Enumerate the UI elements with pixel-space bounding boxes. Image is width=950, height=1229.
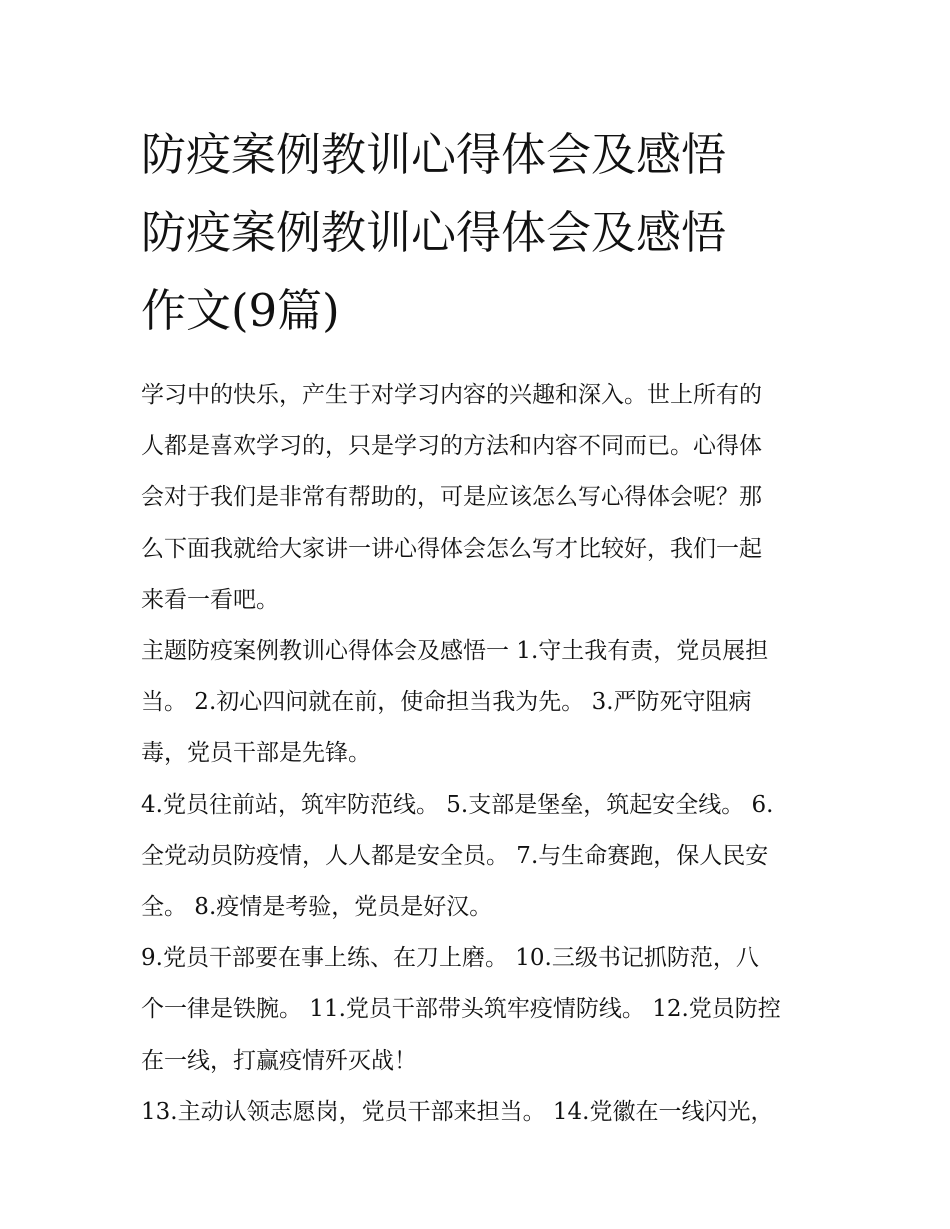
text-line: 学习中的快乐，产生于对学习内容的兴趣和深入。世上所有的	[141, 382, 762, 408]
document-page	[141, 116, 816, 1138]
text-line: 么下面我就给大家讲一讲心得体会怎么写才比较好，我们一起	[141, 535, 762, 562]
body-paragraph	[141, 1087, 816, 1138]
text-line: 13.主动认领志愿岗，党员干部来担当。 14.党徽在一线闪光，	[141, 1098, 774, 1125]
text-line: 4.党员往前站，筑牢防范线。 5.支部是堡垒，筑起安全线。 6.	[141, 791, 774, 818]
document-title	[141, 116, 816, 350]
body-paragraph	[141, 933, 816, 1087]
text-line: 人都是喜欢学习的，只是学习的方法和内容不同而已。心得体	[141, 433, 762, 460]
text-line: 主题防疫案例教训心得体会及感悟一 1.守土我有责，党员展担	[141, 638, 769, 665]
text-line: 9.党员干部要在事上练、在刀上磨。 10.三级书记抓防范，八	[141, 945, 759, 972]
text-line: 个一律是铁腕。 11.党员干部带头筑牢疫情防线。 12.党员防控	[141, 996, 781, 1023]
document-body	[141, 370, 816, 1138]
title-line: 防疫案例教训心得体会及感悟	[141, 128, 727, 181]
text-line: 会对于我们是非常有帮助的，可是应该怎么写心得体会呢？那	[141, 484, 762, 511]
text-line: 全。 8.疫情是考验，党员是好汉。	[141, 894, 493, 921]
body-paragraph	[141, 370, 816, 626]
body-paragraph	[141, 780, 816, 934]
title-line: 作文(9篇)	[141, 284, 340, 337]
title-line: 防疫案例教训心得体会及感悟	[141, 206, 727, 259]
text-line: 在一线，打赢疫情歼灭战！	[141, 1047, 417, 1074]
body-paragraph	[141, 626, 816, 780]
text-line: 毒，党员干部是先锋。	[141, 740, 371, 767]
text-line: 当。 2.初心四问就在前，使命担当我为先。 3.严防死守阻病	[141, 689, 752, 716]
text-line: 全党动员防疫情，人人都是安全员。 7.与生命赛跑，保人民安	[141, 842, 769, 869]
text-line: 来看一看吧。	[141, 586, 279, 613]
